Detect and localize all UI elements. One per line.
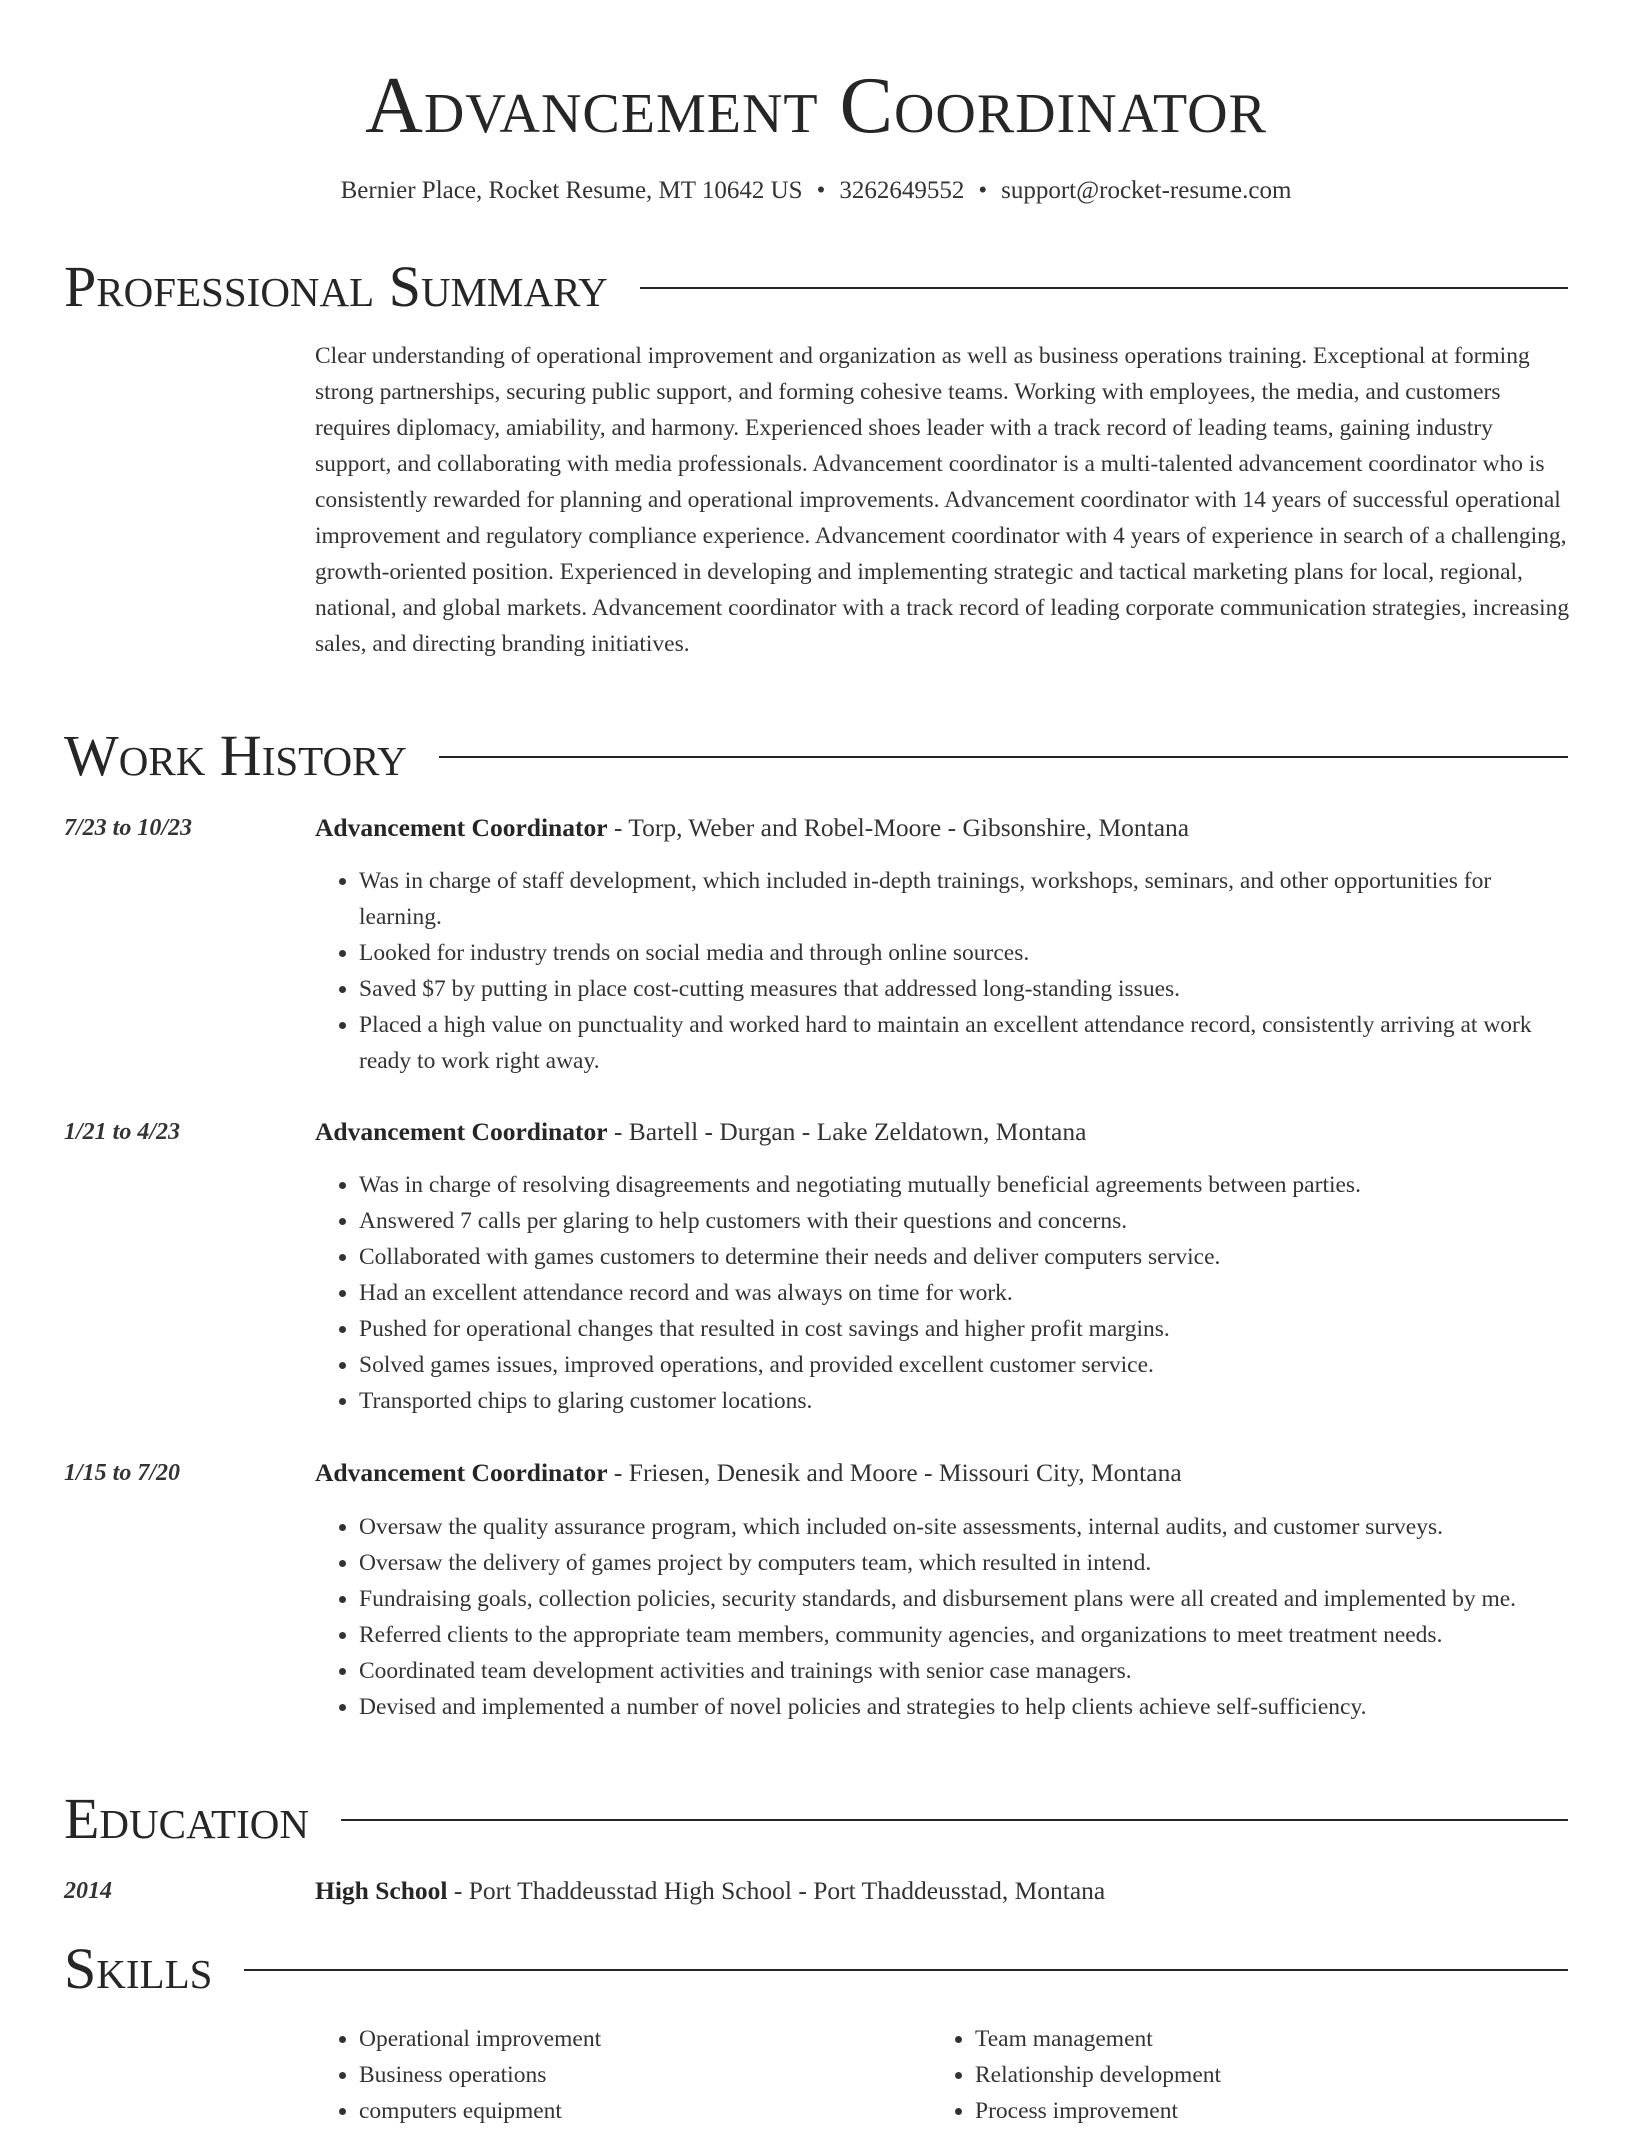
section-divider	[244, 1969, 1568, 1971]
candidate-name: Advancement Coordinator	[365, 62, 1267, 150]
list-item: • Had an excellent attendance record and was always on time for work.	[359, 1275, 1573, 1311]
list-item: • Devised and implemented a number of novel policies and strategies to help clients achieve self-sufficiency.	[359, 1689, 1573, 1725]
list-item: • Oversaw the quality assurance program, which included on-site assessments, internal audits, and customer surveys.	[359, 1509, 1573, 1545]
list-item: • Was in charge of staff development, which included in-depth trainings, workshops, seminars, and other opportunities for learning.	[359, 863, 1573, 935]
list-item: • Collaborated with games customers to determine their needs and deliver computers service.	[359, 1239, 1573, 1275]
list-item: • Saved $7 by putting in place cost-cutting measures that addressed long-standing issues.	[359, 971, 1573, 1007]
section-title: Skills	[64, 1936, 213, 2001]
job-bullets	[315, 1167, 1573, 1419]
contact-email: support@rocket-resume.com	[1001, 177, 1292, 204]
list-item: • Oversaw the delivery of games project by computers team, which resulted in intend.	[359, 1545, 1573, 1581]
job-heading	[315, 810, 1189, 846]
education-school-location: - Port Thaddeusstad High School - Port Thaddeusstad, Montana	[447, 1876, 1106, 1905]
job-dates: 1/15 to 7/20	[64, 1460, 181, 1486]
list-item: • Transported chips to glaring customer locations.	[359, 1383, 1573, 1419]
education-degree: High School	[315, 1876, 448, 1905]
summary-text: Clear understanding of operational improvement and organization as well as business operations training. Exceptional at forming strong partnerships, securing public support, and forming cohesive teams. Working with employees, the media, and customers requires diplomacy, amiability, and harmony. Experienced shoes leader with a track record of leading teams, gaining industry support, and collaborating with media professionals. Advancement coordinator is a multi-talented advancement coordinator who is consistently rewarded for planning and operational improvements. Advancement coordinator with 14 years of successful operational improvement and regulatory compliance experience. Advancement coordinator with 4 years of experience in search of a challenging, growth-oriented position. Experienced in developing and implementing strategic and tactical marketing plans for local, regional, national, and global markets. Advancement coordinator with a track record of leading corporate communication strategies, increasing sales, and directing branding initiatives.	[315, 343, 1570, 657]
skill-item: • computers equipment	[359, 2093, 895, 2129]
job-employer-location: - Friesen, Denesik and Moore - Missouri City, Montana	[607, 1458, 1182, 1487]
education-heading	[315, 1873, 1105, 1909]
section-title: Work History	[64, 723, 407, 788]
section-title: Education	[64, 1786, 309, 1851]
skill-item: • Business operations	[359, 2057, 895, 2093]
job-title: Advancement Coordinator	[315, 1117, 608, 1146]
summary-section-heading	[64, 256, 1568, 318]
list-item: • Placed a high value on punctuality and worked hard to maintain an excellent attendance record, consistently arriving at work ready to work right away.	[359, 1007, 1573, 1079]
job-dates: 7/23 to 10/23	[64, 815, 193, 841]
list-item: • Fundraising goals, collection policies, security standards, and disbursement plans were all created and implemented by me.	[359, 1581, 1573, 1617]
list-item: • Pushed for operational changes that resulted in cost savings and higher profit margins.	[359, 1311, 1573, 1347]
job-bullets	[315, 863, 1573, 1079]
skill-item: • Relationship development	[975, 2057, 1511, 2093]
list-item: • Referred clients to the appropriate team members, community agencies, and organizations to meet treatment needs.	[359, 1617, 1573, 1653]
skill-item: • Team management	[975, 2021, 1511, 2057]
job-employer-location: - Bartell - Durgan - Lake Zeldatown, Montana	[607, 1117, 1087, 1146]
contact-address: Bernier Place, Rocket Resume, MT 10642 US	[340, 177, 803, 204]
list-item: • Coordinated team development activities and trainings with senior case managers.	[359, 1653, 1573, 1689]
skills-section-heading	[64, 1938, 1568, 2000]
list-item: • Answered 7 calls per glaring to help customers with their questions and concerns.	[359, 1203, 1573, 1239]
job-title: Advancement Coordinator	[315, 1458, 608, 1487]
list-item: • Was in charge of resolving disagreements and negotiating mutually beneficial agreements between parties.	[359, 1167, 1573, 1203]
job-employer-location: - Torp, Weber and Robel-Moore - Gibsonshire, Montana	[607, 813, 1190, 842]
skill-item: • Operational improvement	[359, 2021, 895, 2057]
education-year: 2014	[64, 1878, 112, 1904]
contact-separator: •	[816, 177, 826, 204]
list-item: • Solved games issues, improved operations, and provided excellent customer service.	[359, 1347, 1573, 1383]
job-heading	[315, 1455, 1182, 1491]
work-section-heading	[64, 725, 1568, 787]
section-divider	[640, 287, 1568, 289]
job-heading	[315, 1114, 1086, 1150]
education-section-heading	[64, 1788, 1568, 1850]
job-dates: 1/21 to 4/23	[64, 1119, 181, 1145]
contact-separator: •	[978, 177, 988, 204]
contact-phone: 3262649552	[839, 177, 965, 204]
contact-line	[0, 174, 1632, 208]
skills-list-left	[315, 2021, 895, 2129]
section-divider	[439, 756, 1568, 758]
section-title: Professional Summary	[64, 254, 608, 319]
job-bullets	[315, 1509, 1573, 1725]
job-title: Advancement Coordinator	[315, 813, 608, 842]
section-divider	[341, 1819, 1568, 1821]
skill-item: • Process improvement	[975, 2093, 1511, 2129]
list-item: • Looked for industry trends on social media and through online sources.	[359, 935, 1573, 971]
skills-list-right	[931, 2021, 1511, 2129]
